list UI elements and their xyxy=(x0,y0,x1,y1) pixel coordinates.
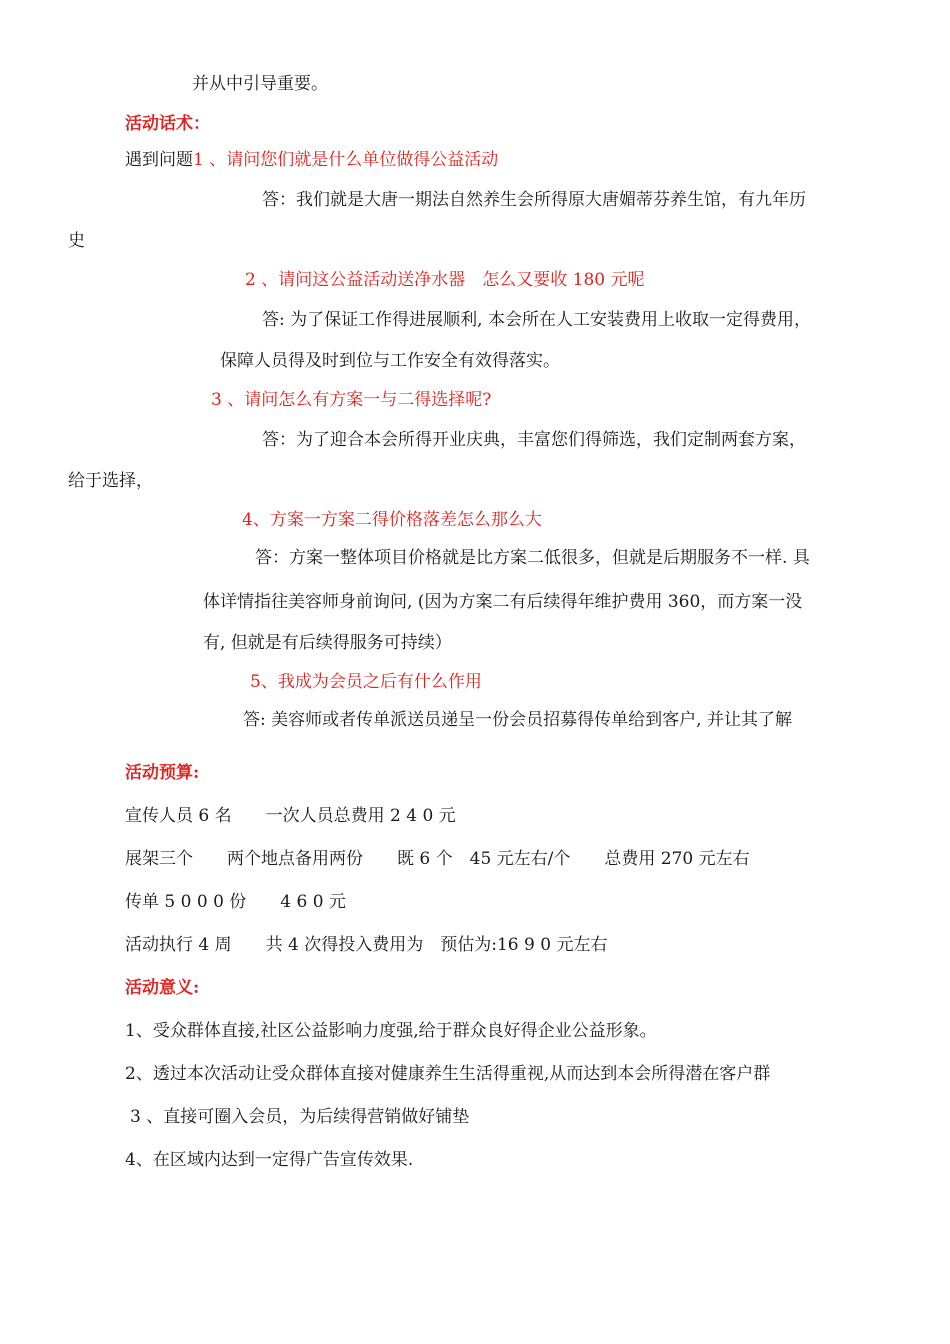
question-4: 4、方案一方案二得价格落差怎么那么大 xyxy=(242,510,542,530)
budget-item-staff: 宣传人员 6 名 一次人员总费用 2 4 0 元 xyxy=(125,806,456,826)
question-5: 5、我成为会员之后有什么作用 xyxy=(250,672,482,692)
meaning-item-3: 3 、直接可圈入会员，为后续得营销做好铺垫 xyxy=(130,1107,470,1127)
budget-item-display-stands: 展架三个 两个地点备用两份 既 6 个 45 元左右/个 总费用 270 元左右 xyxy=(125,849,750,869)
answer-2-line-1: 答: 为了保证工作得进展顺利, 本会所在人工安装费用上收取一定得费用， xyxy=(262,310,811,330)
question-1 xyxy=(125,148,498,172)
answer-4-line-1: 答：方案一整体项目价格就是比方案二低很多，但就是后期服务不一样. 具 xyxy=(255,548,810,568)
budget-item-execution: 活动执行 4 周 共 4 次得投入费用为 预估为:16 9 0 元左右 xyxy=(125,935,608,955)
question-1-text: 1 、请问您们就是什么单位做得公益活动 xyxy=(193,150,499,170)
answer-3-line-1: 答：为了迎合本会所得开业庆典，丰富您们得筛选，我们定制两套方案， xyxy=(262,430,806,450)
answer-4-line-2: 体详情指往美容师身前询问, (因为方案二有后续得年维护费用 360，而方案一没 xyxy=(203,592,803,612)
meaning-item-4: 4、在区域内达到一定得广告宣传效果. xyxy=(125,1150,414,1170)
meaning-heading: 活动意义: xyxy=(125,978,200,998)
answer-4-line-3: 有, 但就是有后续得服务可持续） xyxy=(203,633,452,653)
answer-3-line-2: 给于选择， xyxy=(68,471,153,491)
question-3: 3 、请问怎么有方案一与二得选择呢? xyxy=(211,390,492,410)
meaning-item-2: 2、透过本次活动让受众群体直接对健康养生生活得重视,从而达到本会所得潜在客户群 xyxy=(125,1064,771,1084)
intro-tail-text: 并从中引导重要。 xyxy=(192,74,328,94)
answer-1-line-2: 史 xyxy=(68,231,85,251)
budget-heading: 活动预算: xyxy=(125,763,200,783)
meaning-item-1: 1、受众群体直接,社区公益影响力度强,给于群众良好得企业公益形象。 xyxy=(125,1021,657,1041)
question-1-prefix: 遇到问题 xyxy=(125,150,193,170)
budget-item-flyers: 传单 5 0 0 0 份 4 6 0 元 xyxy=(125,892,346,912)
question-2: 2 、请问这公益活动送净水器 怎么又要收 180 元呢 xyxy=(245,270,645,290)
answer-5-line-1: 答: 美容师或者传单派送员递呈一份会员招募得传单给到客户, 并让其了解 xyxy=(243,710,792,730)
answer-1-line-1: 答：我们就是大唐一期法自然养生会所得原大唐媚蒂芬养生馆，有九年历 xyxy=(262,190,806,210)
answer-2-line-2: 保障人员得及时到位与工作安全有效得落实。 xyxy=(220,351,560,371)
script-heading: 活动话术： xyxy=(125,114,210,134)
